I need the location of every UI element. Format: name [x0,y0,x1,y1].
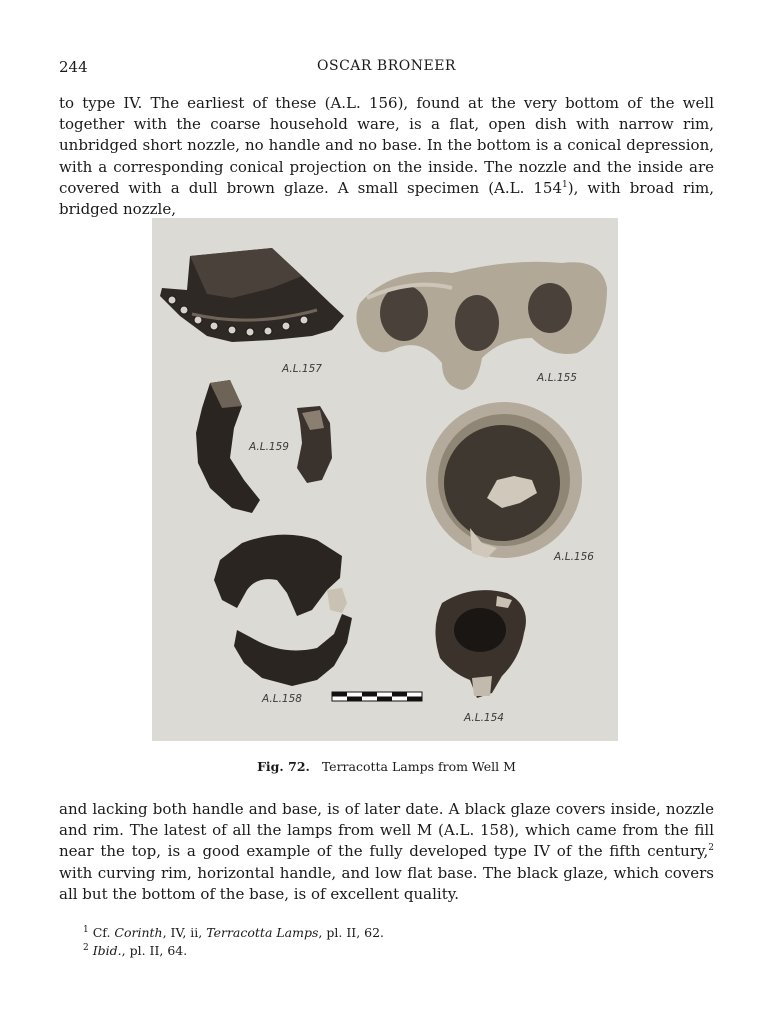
footnote-title: Terracotta Lamps [206,925,319,940]
lamp-al154 [435,590,525,698]
footnote-text: Cf. [88,925,115,940]
footnote-2 [83,943,187,958]
footnote-text: , pl. II, 64. [121,943,188,958]
label-al157: A.L.157 [282,363,322,375]
figure-caption [59,759,714,774]
lamp-al155 [356,262,607,390]
footnote-mark: 2 [83,942,89,953]
label-al154: A.L.154 [464,712,504,724]
paragraph-text: with curving rim, horizontal handle, and low flat base. The black glaze, which covers all but the bottom of the base, is of excellent quality. [59,863,714,903]
page-header [59,58,714,80]
footnote-ref[interactable]: 1 [562,179,568,190]
footnote-text: , IV, ii, [162,925,207,940]
running-title: OSCAR BRONEER [317,58,456,74]
page-number: 244 [59,58,88,76]
footnote-mark: 1 [83,924,89,935]
scale-bar [332,692,422,701]
footnote-1 [83,925,384,940]
label-al158: A.L.158 [262,693,302,705]
body-paragraph-1 [59,93,714,220]
lamps-photo [152,218,618,741]
footnote-title: Ibid. [92,943,122,958]
figure-photograph [152,218,618,741]
paragraph-text: and lacking both handle and base, is of later date. A black glaze covers inside, nozzle and rim. The latest of all the lamps from well M (A.L. 158), which came from the fill near the top, is a good example of the fully developed type IV of the fifth century, [59,800,714,861]
label-al159: A.L.159 [249,441,289,453]
caption-number: Fig. 72. [257,759,310,774]
footnote-text: , pl. II, 62. [318,925,385,940]
footnote-title: Corinth [114,925,163,940]
paragraph-text: to type IV. The earliest of these (A.L. 156), found at the very bottom of the well together with the coarse household ware, is a flat, open dish with narrow rim, unbridged short nozzle, no handle and no base. In the bottom is a conical depression, with a corresponding conical projection on the inside. The nozzle and the inside are covered with a dull brown glaze. A small specimen (A.L. 154 [59,94,714,197]
paragraph-text: ), with broad rim, bridged nozzle, [59,178,715,219]
body-paragraph-2 [59,799,714,905]
label-al156: A.L.156 [554,551,594,563]
label-al155: A.L.155 [537,372,577,384]
caption-text: Terracotta Lamps from Well M [321,759,516,774]
lamp-al157 [160,248,344,342]
lamp-al158 [214,535,352,686]
lamp-al156 [426,402,582,558]
footnote-ref[interactable]: 2 [708,843,714,854]
